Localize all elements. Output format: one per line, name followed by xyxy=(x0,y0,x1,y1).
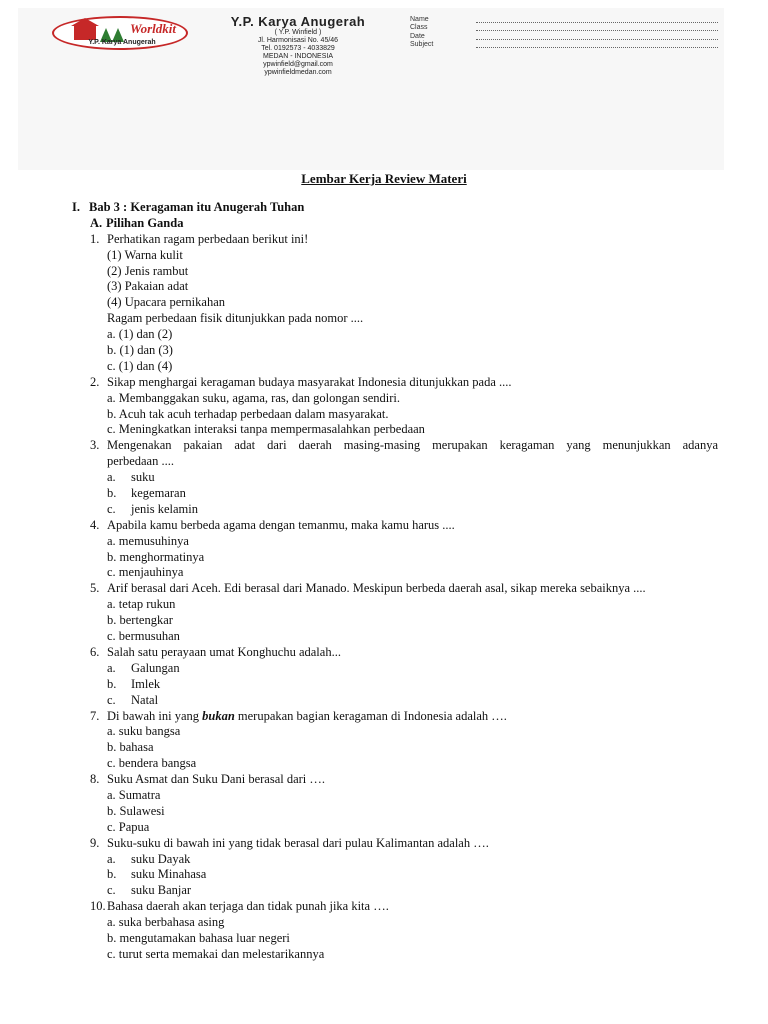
answer-option: c. (1) dan (4) xyxy=(107,358,173,373)
org-line: ( Y.P. Winfield ) xyxy=(274,29,322,36)
answer-option: a. memusuhinya xyxy=(107,533,189,548)
answer-option xyxy=(72,470,718,486)
answer-option xyxy=(72,883,718,899)
field-row-class xyxy=(410,23,720,32)
question-text: Perhatikan ragam perbedaan berikut ini! xyxy=(107,231,309,246)
class-blank[interactable] xyxy=(476,26,718,31)
answer-option: c. bendera bangsa xyxy=(107,756,197,771)
answer-option xyxy=(72,661,718,677)
answer-option: b. bertengkar xyxy=(107,613,173,628)
question-number: 10. xyxy=(90,899,106,914)
option-text: suku xyxy=(131,470,155,485)
question-6 xyxy=(72,645,718,661)
question-text: Salah satu perayaan umat Konghuchu adalah... xyxy=(107,644,341,659)
field-label: Subject xyxy=(410,41,434,48)
answer-option: c. turut serta memakai dan melestarikannya xyxy=(107,946,325,961)
question-number: 1. xyxy=(90,231,100,246)
logo-brand: Worldkit xyxy=(130,21,176,36)
section-title: Bab 3 : Keragaman itu Anugerah Tuhan xyxy=(89,200,305,214)
answer-option: a. Sumatra xyxy=(107,787,161,802)
option-text: suku Banjar xyxy=(131,883,192,898)
option-letter: b. xyxy=(107,486,117,501)
option-letter: a. xyxy=(107,851,116,866)
option-letter: c. xyxy=(107,692,116,707)
answer-option: b. mengutamakan bahasa luar negeri xyxy=(107,930,290,945)
organization-info xyxy=(198,14,398,77)
answer-option: b. menghormatinya xyxy=(107,549,205,564)
field-row-name xyxy=(410,14,720,23)
org-website: ypwinfieldmedan.com xyxy=(264,69,332,76)
list-item: (4) Upacara pernikahan xyxy=(107,295,225,310)
list-item: (1) Warna kulit xyxy=(107,247,183,262)
field-label: Class xyxy=(410,24,428,31)
question-5 xyxy=(72,581,718,597)
org-line: Tel. 0192573 - 4033829 xyxy=(261,45,335,52)
school-logo xyxy=(52,16,188,50)
answer-option: c. Meningkatkan interaksi tanpa mempermasalahkan perbedaan xyxy=(107,422,425,437)
field-row-date xyxy=(410,31,720,40)
option-text: Natal xyxy=(131,692,159,707)
option-text: suku Dayak xyxy=(131,851,191,866)
date-blank[interactable] xyxy=(476,35,718,40)
subject-blank[interactable] xyxy=(476,43,718,48)
answer-option xyxy=(72,502,718,518)
option-letter: c. xyxy=(107,501,116,516)
subsection-title: Pilihan Ganda xyxy=(106,215,184,230)
question-number: 4. xyxy=(90,517,100,532)
question-text-continued: perbedaan .... xyxy=(107,454,174,469)
worksheet-header xyxy=(18,8,724,170)
question-number: 9. xyxy=(90,835,100,850)
answer-option xyxy=(72,867,718,883)
question-3 xyxy=(72,438,718,454)
worksheet-content xyxy=(72,200,718,963)
option-text: Galungan xyxy=(131,660,180,675)
option-letter: c. xyxy=(107,883,116,898)
org-line: Jl. Harmonisasi No. 45/46 xyxy=(257,37,339,44)
option-letter: a. xyxy=(107,660,116,675)
answer-option: b. (1) dan (3) xyxy=(107,343,173,358)
question-number: 8. xyxy=(90,772,100,787)
question-1 xyxy=(72,232,718,248)
question-text: Suku Asmat dan Suku Dani berasal dari …. xyxy=(107,772,326,787)
org-line: MEDAN - INDONESIA xyxy=(262,53,333,60)
logo-subtitle: Y.P. Karya Anugerah xyxy=(88,39,156,46)
question-number: 7. xyxy=(90,708,100,723)
question-text: Sikap menghargai keragaman budaya masyarakat Indonesia ditunjukkan pada .... xyxy=(107,374,512,389)
question-4 xyxy=(72,518,718,534)
organization-name: Y.P. Karya Anugerah xyxy=(230,14,366,29)
question-10 xyxy=(72,899,718,915)
answer-option xyxy=(72,693,718,709)
answer-option: a. suku bangsa xyxy=(107,724,181,739)
question-text: Apabila kamu berbeda agama dengan temanmu, maka kamu harus .... xyxy=(107,517,455,532)
option-letter: b. xyxy=(107,676,117,691)
answer-option: b. Acuh tak acuh terhadap perbedaan dalam masyarakat. xyxy=(107,406,389,421)
subsection-letter: A. xyxy=(90,215,103,230)
answer-option: a. tetap rukun xyxy=(107,597,176,612)
answer-option: b. bahasa xyxy=(107,740,154,755)
list-item: (3) Pakaian adat xyxy=(107,279,189,294)
answer-option xyxy=(72,486,718,502)
question-number: 3. xyxy=(90,438,100,453)
field-row-subject xyxy=(410,40,720,49)
section-number: I. xyxy=(72,200,80,214)
worksheet-title: Lembar Kerja Review Materi xyxy=(301,171,467,186)
option-letter: a. xyxy=(107,470,116,485)
question-text-start: Di bawah ini yang xyxy=(107,708,203,723)
question-number: 6. xyxy=(90,644,100,659)
question-prompt: Ragam perbedaan fisik ditunjukkan pada nomor .... xyxy=(107,311,364,326)
question-9 xyxy=(72,836,718,852)
question-text-end: merupakan bagian keragaman di Indonesia adalah …. xyxy=(234,708,507,723)
answer-option: a. suka berbahasa asing xyxy=(107,915,225,930)
question-text: Bahasa daerah akan terjaga dan tidak punah jika kita …. xyxy=(107,899,389,914)
question-8 xyxy=(72,772,718,788)
question-7 xyxy=(72,709,718,725)
answer-option: a. (1) dan (2) xyxy=(107,327,173,342)
section-heading xyxy=(72,200,718,216)
subsection-heading xyxy=(72,216,718,232)
option-letter: b. xyxy=(107,867,117,882)
answer-option xyxy=(72,852,718,868)
student-fields xyxy=(410,14,720,48)
question-number: 2. xyxy=(90,374,100,389)
question-2 xyxy=(72,375,718,391)
question-text: Suku-suku di bawah ini yang tidak berasal dari pulau Kalimantan adalah …. xyxy=(107,835,489,850)
list-item: (2) Jenis rambut xyxy=(107,263,189,278)
answer-option: c. bermusuhan xyxy=(107,629,180,644)
option-text: Imlek xyxy=(131,676,161,691)
emphasized-word: bukan xyxy=(202,708,235,723)
answer-option: c. Papua xyxy=(107,819,150,834)
name-blank[interactable] xyxy=(476,18,718,23)
answer-option: b. Sulawesi xyxy=(107,803,165,818)
option-text: suku Minahasa xyxy=(131,867,207,882)
field-label: Date xyxy=(410,32,425,40)
house-icon xyxy=(74,26,96,40)
org-email: ypwinfield@gmail.com xyxy=(263,61,333,68)
answer-option: c. menjauhinya xyxy=(107,565,184,580)
answer-option: a. Membanggakan suku, agama, ras, dan golongan sendiri. xyxy=(107,390,400,405)
answer-option xyxy=(72,677,718,693)
question-text: Mengenakan pakaian adat dari daerah masing-masing merupakan keragaman yang menunjukkan adanya xyxy=(107,438,718,453)
question-text: Arif berasal dari Aceh. Edi berasal dari Manado. Meskipun berbeda daerah asal, sikap mereka sebaiknya .... xyxy=(107,581,646,596)
field-label: Name xyxy=(410,15,429,23)
question-number: 5. xyxy=(90,581,100,596)
option-text: kegemaran xyxy=(131,486,186,501)
option-text: jenis kelamin xyxy=(131,501,198,516)
